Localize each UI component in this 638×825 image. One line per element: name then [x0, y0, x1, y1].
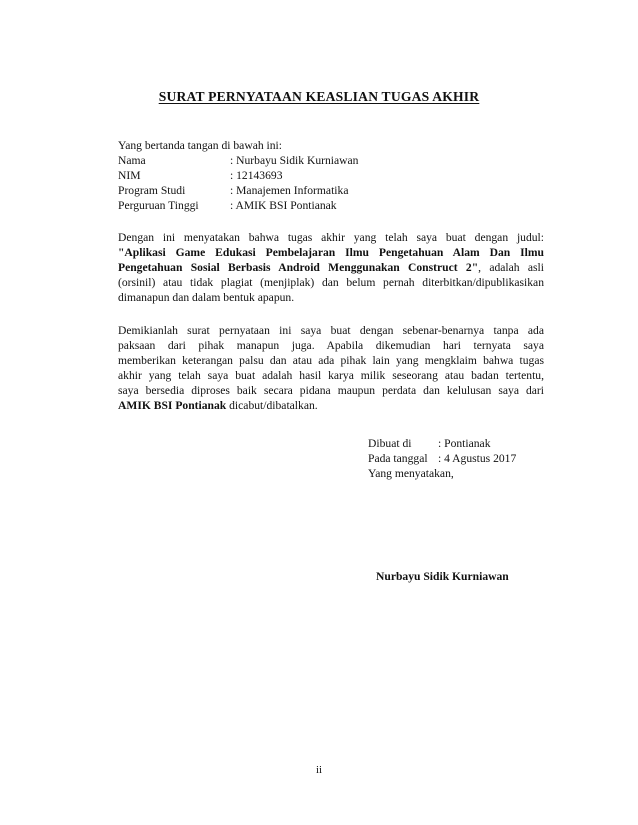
signer-name: Nurbayu Sidik Kurniawan	[376, 570, 509, 583]
paragraph-line: Demikianlah surat pernyataan ini saya buat dengan sebenar-benarnya tanpa ada	[118, 324, 544, 337]
paragraph-line	[118, 245, 544, 260]
field-value-nim: : 12143693	[230, 169, 283, 182]
field-value-program-studi: : Manajemen Informatika	[230, 184, 349, 197]
thesis-title-part: "Aplikasi Game Edukasi Pembelajaran Ilmu Pengetahuan Alam Dan Ilmu	[118, 246, 544, 259]
paragraph-line: memberikan keterangan palsu dan atau ada pihak lain yang mengklaim bahwa tugas	[118, 354, 544, 367]
paragraph-line: Dengan ini menyatakan bahwa tugas akhir yang telah saya buat dengan judul:	[118, 231, 544, 244]
thesis-title-part: Pengetahuan Sosial Berbasis Android Menggunakan Construct 2"	[118, 261, 479, 274]
field-label-perguruan-tinggi: Perguruan Tinggi	[118, 199, 199, 212]
paragraph-line: saya bersedia diproses baik secara pidana maupun perdata dan kelulusan saya dari	[118, 384, 544, 397]
place-label: Dibuat di	[368, 437, 412, 450]
field-label-nama: Nama	[118, 154, 146, 167]
field-value-nama: : Nurbayu Sidik Kurniawan	[230, 154, 359, 167]
intro-text: Yang bertanda tangan di bawah ini:	[118, 139, 282, 152]
paragraph-line: akhir yang telah saya buat adalah hasil karya milik seseorang atau badan tertentu,	[118, 369, 544, 382]
date-value: : 4 Agustus 2017	[438, 452, 517, 465]
field-label-program-studi: Program Studi	[118, 184, 186, 197]
institution-name: AMIK BSI Pontianak	[118, 399, 227, 412]
paragraph-line	[118, 260, 544, 275]
paragraph-line: paksaan dari pihak manapun juga. Apabila dikemudian hari ternyata saya	[118, 339, 544, 352]
field-value-perguruan-tinggi: : AMIK BSI Pontianak	[230, 199, 337, 212]
paragraph-line: (orsinil) atau tidak plagiat (menjiplak) dan belum pernah diterbitkan/dipublikasikan	[118, 276, 544, 289]
field-label-nim: NIM	[118, 169, 141, 182]
document-title: SURAT PERNYATAAN KEASLIAN TUGAS AKHIR	[158, 89, 480, 104]
declaration-paragraph	[118, 323, 544, 413]
date-label: Pada tanggal	[368, 452, 428, 465]
place-value: : Pontianak	[438, 437, 491, 450]
paragraph-text: , adalah asli	[478, 261, 544, 274]
declarer-text: Yang menyatakan,	[368, 467, 454, 480]
paragraph-line: dimanapun dan dalam bentuk apapun.	[118, 291, 295, 304]
page-number: ii	[315, 764, 323, 776]
statement-paragraph	[118, 230, 544, 305]
paragraph-line	[118, 398, 544, 413]
paragraph-text: dicabut/dibatalkan.	[226, 399, 318, 412]
